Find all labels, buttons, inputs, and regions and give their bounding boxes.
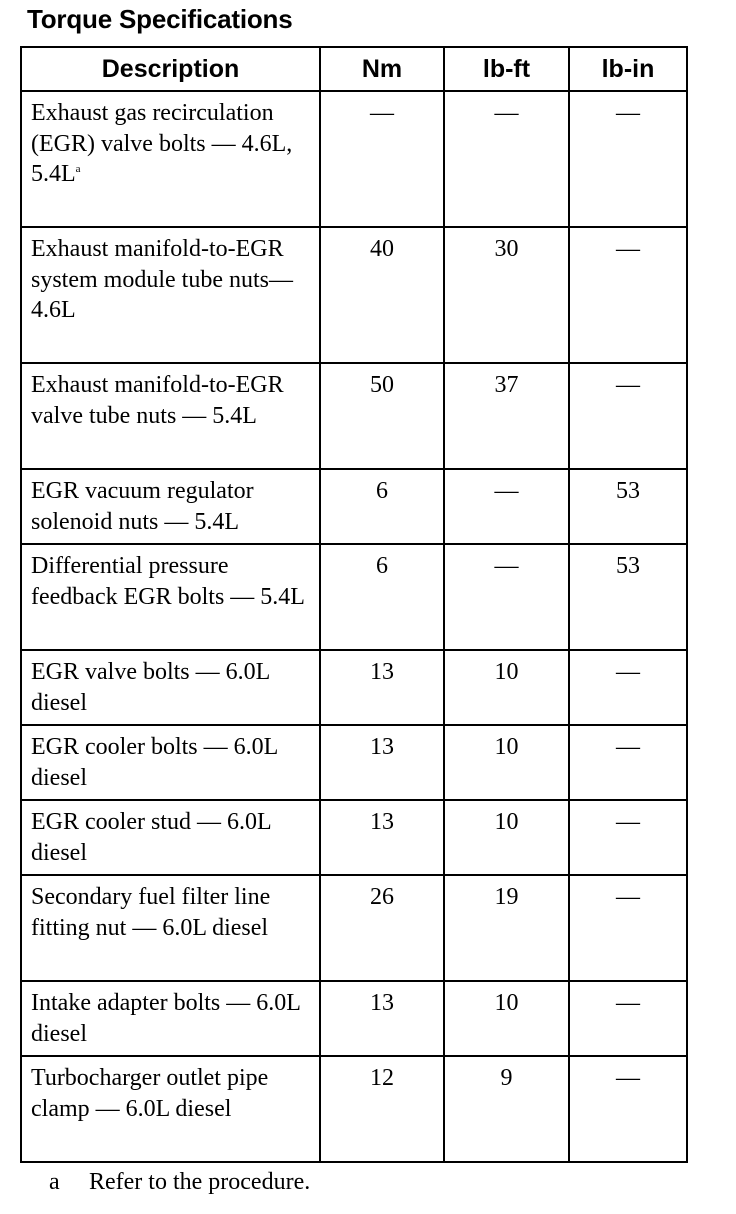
footnote-mark: a — [49, 1169, 60, 1195]
lbft-value: 37 — [444, 363, 569, 469]
table-row — [21, 800, 687, 875]
table-row — [21, 363, 687, 469]
torque-spec-table — [20, 46, 688, 1163]
nm-value: 6 — [320, 544, 444, 650]
header-lbin: lb-in — [569, 47, 687, 91]
lbin-value: 53 — [569, 469, 687, 544]
nm-value: 13 — [320, 981, 444, 1056]
header-description: Description — [21, 47, 320, 91]
lbin-value: — — [569, 875, 687, 981]
lbft-value: 10 — [444, 650, 569, 725]
table-row — [21, 227, 687, 363]
table-row — [21, 725, 687, 800]
lbin-value: — — [569, 91, 687, 227]
lbin-value: — — [569, 363, 687, 469]
nm-value: 40 — [320, 227, 444, 363]
lbin-value: — — [569, 1056, 687, 1162]
footnote-ref: a — [75, 163, 81, 175]
row-description: Exhaust manifold-to-EGR valve tube nuts — 5.4L — [21, 363, 320, 469]
footnote — [49, 1169, 310, 1196]
lbft-value: — — [444, 469, 569, 544]
row-description: Turbocharger outlet pipe clamp — 6.0L diesel — [21, 1056, 320, 1162]
nm-value: 50 — [320, 363, 444, 469]
header-nm: Nm — [320, 47, 444, 91]
lbft-value: — — [444, 544, 569, 650]
lbft-value: — — [444, 91, 569, 227]
table-row — [21, 91, 687, 227]
nm-value: 6 — [320, 469, 444, 544]
table-row — [21, 875, 687, 981]
lbin-value: — — [569, 981, 687, 1056]
table-header-row — [21, 47, 687, 91]
lbin-value: — — [569, 800, 687, 875]
row-description: EGR cooler bolts — 6.0L diesel — [21, 725, 320, 800]
table-row — [21, 469, 687, 544]
footnote-text: Refer to the procedure. — [89, 1169, 311, 1195]
lbin-value: — — [569, 227, 687, 363]
nm-value: 12 — [320, 1056, 444, 1162]
row-description: EGR cooler stud — 6.0L diesel — [21, 800, 320, 875]
nm-value: 13 — [320, 650, 444, 725]
lbft-value: 10 — [444, 981, 569, 1056]
table-row — [21, 1056, 687, 1162]
description-text: Exhaust gas recirculation (EGR) valve bolts — 4.6L, 5.4L — [31, 100, 293, 187]
lbin-value: — — [569, 650, 687, 725]
header-lbft: lb-ft — [444, 47, 569, 91]
table-row — [21, 650, 687, 725]
table-row — [21, 981, 687, 1056]
row-description: Secondary fuel filter line fitting nut — 6.0L diesel — [21, 875, 320, 981]
row-description: EGR valve bolts — 6.0L diesel — [21, 650, 320, 725]
lbft-value: 9 — [444, 1056, 569, 1162]
row-description: EGR vacuum regulator solenoid nuts — 5.4L — [21, 469, 320, 544]
lbin-value: — — [569, 725, 687, 800]
table-row — [21, 544, 687, 650]
row-description: Differential pressure feedback EGR bolts — 5.4L — [21, 544, 320, 650]
lbft-value: 10 — [444, 800, 569, 875]
page-title: Torque Specifications — [27, 4, 293, 34]
row-description — [21, 91, 320, 227]
nm-value: — — [320, 91, 444, 227]
lbft-value: 10 — [444, 725, 569, 800]
nm-value: 26 — [320, 875, 444, 981]
lbin-value: 53 — [569, 544, 687, 650]
nm-value: 13 — [320, 725, 444, 800]
nm-value: 13 — [320, 800, 444, 875]
lbft-value: 30 — [444, 227, 569, 363]
row-description: Intake adapter bolts — 6.0L diesel — [21, 981, 320, 1056]
lbft-value: 19 — [444, 875, 569, 981]
row-description: Exhaust manifold-to-EGR system module tube nuts— 4.6L — [21, 227, 320, 363]
